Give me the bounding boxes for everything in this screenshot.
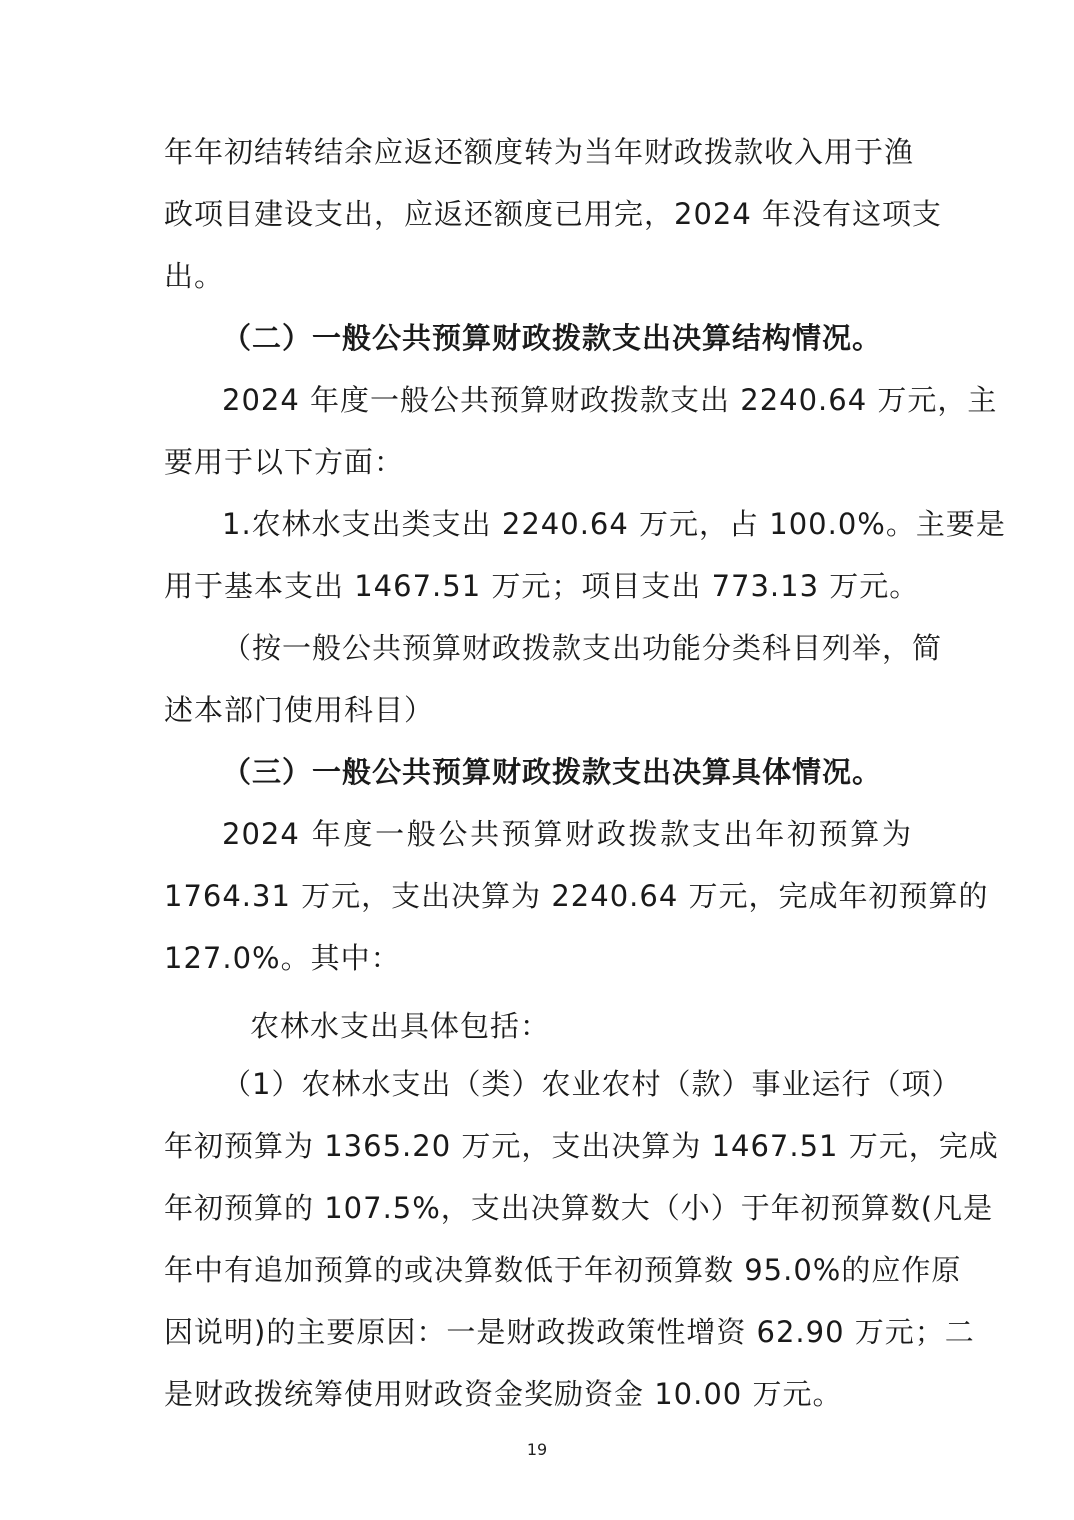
paragraph-line: 是财政拨统筹使用财政资金奖励资金 10.00 万元。 — [164, 1377, 843, 1411]
paragraph-line: 1764.31 万元，支出决算为 2240.64 万元，完成年初预算的 — [164, 879, 989, 913]
paragraph-line: 127.0%。其中： — [164, 941, 401, 975]
section-heading: （三）一般公共预算财政拨款支出决算具体情况。 — [222, 755, 883, 789]
paragraph-line: 出。 — [164, 259, 225, 293]
paragraph-line: 述本部门使用科目） — [164, 693, 435, 727]
paragraph-line: 用于基本支出 1467.51 万元；项目支出 773.13 万元。 — [164, 569, 920, 603]
page-number: 19 — [526, 1440, 548, 1459]
paragraph-line: （1）农林水支出（类）农业农村（款）事业运行（项） — [222, 1067, 962, 1101]
section-heading: （二）一般公共预算财政拨款支出决算结构情况。 — [222, 321, 883, 355]
paragraph-line: 要用于以下方面： — [164, 445, 405, 479]
paragraph-line: 农林水支出具体包括： — [250, 1009, 551, 1043]
paragraph-line: 年年初结转结余应返还额度转为当年财政拨款收入用于渔 — [164, 135, 915, 169]
paragraph-line: 1.农林水支出类支出 2240.64 万元，占 100.0%。主要是 — [222, 507, 1006, 541]
paragraph-line: 2024 年度一般公共预算财政拨款支出 2240.64 万元，主 — [222, 383, 998, 417]
paragraph-line: 因说明)的主要原因：一是财政拨政策性增资 62.90 万元；二 — [164, 1315, 975, 1349]
paragraph-line: （按一般公共预算财政拨款支出功能分类科目列举，简 — [222, 631, 943, 665]
paragraph-line: 年初预算为 1365.20 万元，支出决算为 1467.51 万元，完成 — [164, 1129, 999, 1163]
paragraph-line: 年中有追加预算的或决算数低于年初预算数 95.0%的应作原 — [164, 1253, 962, 1287]
paragraph-line: 2024 年度一般公共预算财政拨款支出年初预算为 — [222, 817, 912, 851]
paragraph-line: 年初预算的 107.5%，支出决算数大（小）于年初预算数(凡是 — [164, 1191, 994, 1225]
paragraph-line: 政项目建设支出，应返还额度已用完，2024 年没有这项支 — [164, 197, 943, 231]
